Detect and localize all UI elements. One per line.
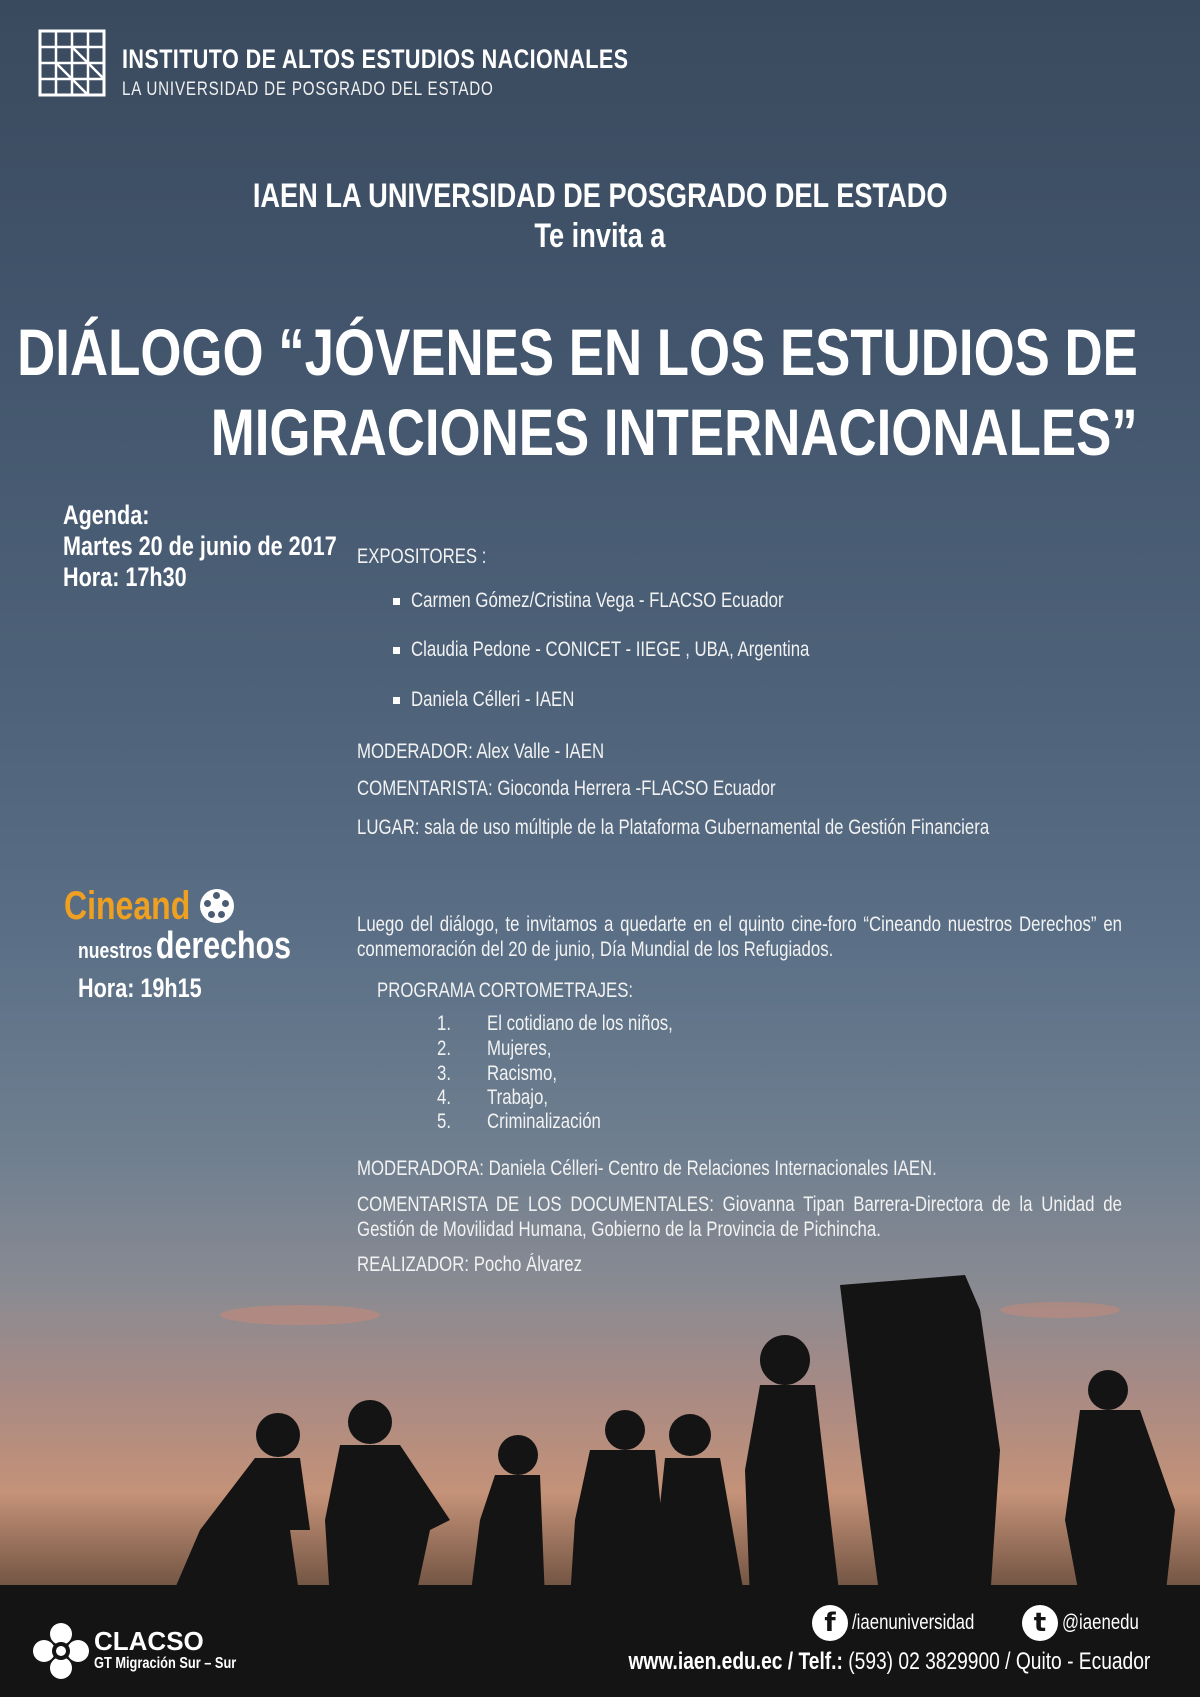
agenda-label: Agenda:	[63, 500, 150, 530]
telf-value: (593) 02 3829900 / Quito - Ecuador	[847, 1648, 1150, 1675]
moderador-line: MODERADOR: Alex Valle - IAEN	[357, 740, 605, 763]
realizador-line: REALIZADOR: Pocho Álvarez	[357, 1253, 583, 1276]
twitter-link[interactable]: t @iaenedu	[1022, 1605, 1158, 1641]
programa-num: 4.	[437, 1086, 452, 1109]
comentarista-documentales: COMENTARISTA DE LOS DOCUMENTALES: Giovanna Tipan Barrera-Directora de la Unidad de Gestión de Movilidad Humana, Gobierno de la Provincia de Pichincha.	[357, 1193, 1122, 1241]
invitation-heading	[0, 176, 1200, 256]
programa-num: 1.	[437, 1012, 452, 1035]
institution-tagline: LA UNIVERSIDAD DE POSGRADO DEL ESTADO	[122, 79, 494, 100]
cine-intro: Luego del diálogo, te invitamos a quedarte en el quinto cine-foro “Cineando nuestros Derechos” en conmemoración del 20 de junio, Día Mundial de los Refugiados.	[357, 913, 1122, 961]
cineando-logo	[64, 884, 344, 1004]
twitter-icon: t	[1022, 1605, 1058, 1641]
expositores-label: EXPOSITORES :	[357, 545, 487, 568]
programa-item: Racismo,	[487, 1062, 558, 1085]
agenda-date: Martes 20 de junio de 2017	[63, 531, 337, 561]
cineando-big: derechos	[155, 925, 292, 967]
agenda-time: Hora: 17h30	[63, 562, 187, 592]
cine-time: Hora: 19h15	[78, 973, 202, 1003]
invitation-line1: IAEN LA UNIVERSIDAD DE POSGRADO DEL ESTADO	[252, 177, 948, 215]
bullet-icon	[393, 697, 400, 704]
agenda-block	[63, 500, 405, 593]
programa-num: 5.	[437, 1110, 452, 1133]
facebook-icon: f	[812, 1605, 848, 1641]
clacso-subtitle: GT Migración Sur – Sur	[94, 1655, 237, 1672]
comentarista-line: COMENTARISTA: Gioconda Herrera -FLACSO Ecuador	[357, 777, 776, 800]
programa-label: PROGRAMA CORTOMETRAJES:	[377, 979, 634, 1002]
clacso-logo	[32, 1622, 90, 1680]
event-title-line2: MIGRACIONES INTERNACIONALES”	[211, 395, 1138, 469]
lugar-line: LUGAR: sala de uso múltiple de la Plataforma Gubernamental de Gestión Financiera	[357, 816, 990, 839]
event-title	[0, 312, 1138, 472]
cineando-title: Cineand	[64, 884, 191, 928]
invitation-line2: Te invita a	[534, 217, 666, 255]
programa-num: 2.	[437, 1037, 452, 1060]
bullet-icon	[393, 647, 400, 654]
clacso-name: CLACSO	[94, 1626, 204, 1656]
website-link[interactable]: www.iaen.edu.ec /	[628, 1648, 793, 1675]
telf-label: Telf.:	[798, 1648, 843, 1675]
iaen-logo	[38, 29, 106, 97]
programa-item: El cotidiano de los niños,	[487, 1012, 673, 1035]
people-silhouette-image	[0, 1230, 1200, 1600]
contact-line	[498, 1648, 1150, 1676]
programa-item: Mujeres,	[487, 1037, 552, 1060]
cineando-small: nuestros	[78, 938, 153, 963]
bullet-icon	[393, 598, 400, 605]
programa-num: 3.	[437, 1062, 452, 1085]
programa-item: Trabajo,	[487, 1086, 549, 1109]
institution-name: INSTITUTO DE ALTOS ESTUDIOS NACIONALES	[122, 44, 629, 74]
expositor-item: Claudia Pedone - CONICET - IIEGE , UBA, Argentina	[411, 638, 810, 661]
expositor-item: Daniela Célleri - IAEN	[411, 688, 575, 711]
programa-item: Criminalización	[487, 1110, 601, 1133]
film-reel-icon	[200, 889, 234, 923]
moderadora-line: MODERADORA: Daniela Célleri- Centro de Relaciones Internacionales IAEN.	[357, 1157, 937, 1180]
facebook-link[interactable]: f /iaenuniversidad	[812, 1605, 1005, 1641]
expositor-item: Carmen Gómez/Cristina Vega - FLACSO Ecuador	[411, 589, 784, 612]
event-title-line1: DIÁLOGO “JÓVENES EN LOS ESTUDIOS DE	[17, 315, 1138, 389]
